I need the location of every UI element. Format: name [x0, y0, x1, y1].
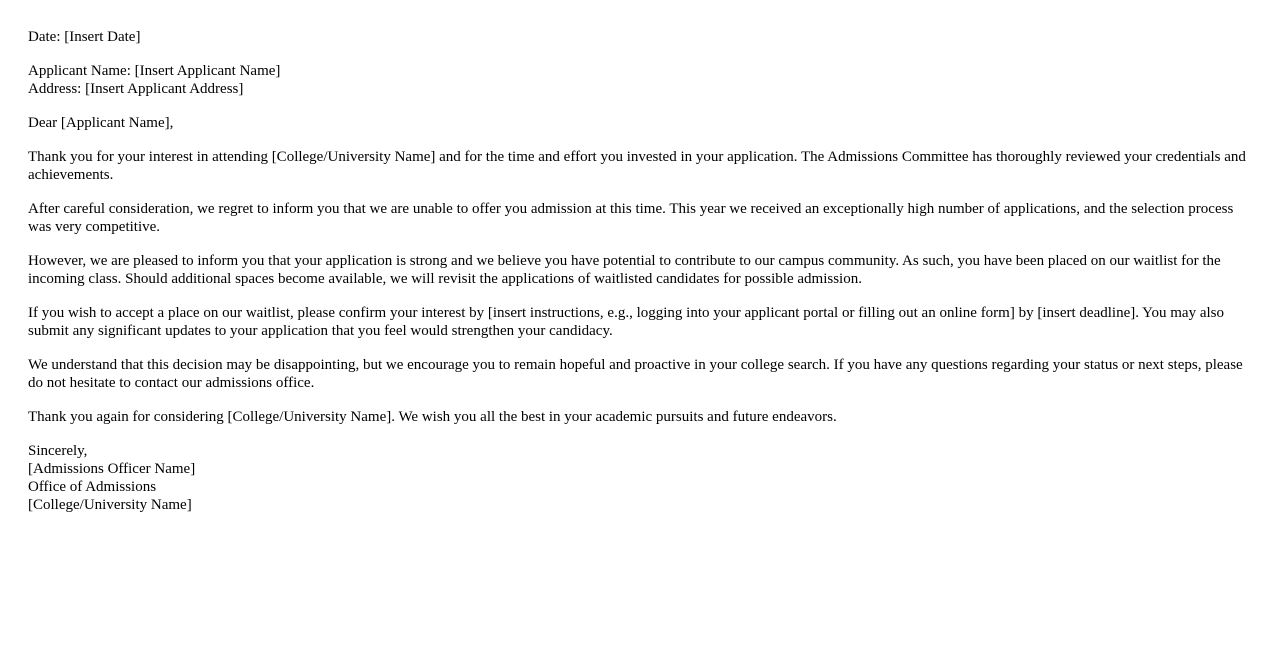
paragraph-thank-you: Thank you for your interest in attending [College/University Name] and for the time and effort you invested in your application. The Admissions Committee has thoroughly reviewed your credentials and achievements.: [28, 149, 1246, 183]
date-block: [28, 28, 1250, 46]
date-line: Date: [Insert Date]: [28, 29, 141, 45]
institution-name: [College/University Name]: [28, 497, 192, 513]
signature-block: [28, 442, 1250, 514]
paragraph-decision: After careful consideration, we regret to inform you that we are unable to offer you admission at this time. This year we received an exceptionally high number of applications, and the selection process was very competitive.: [28, 201, 1234, 235]
salutation-block: [28, 114, 1250, 132]
applicant-block: [28, 62, 1250, 98]
applicant-address-line: Address: [Insert Applicant Address]: [28, 81, 244, 97]
letter: [28, 28, 1250, 530]
paragraph-waitlist: However, we are pleased to inform you that your application is strong and we believe you have potential to contribute to our campus community. As such, you have been placed on our waitlist for the incoming class. Should additional spaces become available, we will revisit the applications of waitlisted candidates for possible admission.: [28, 253, 1221, 287]
valediction: Sincerely,: [28, 443, 88, 459]
office-name: Office of Admissions: [28, 479, 157, 495]
salutation: Dear [Applicant Name],: [28, 115, 174, 131]
applicant-name-line: Applicant Name: [Insert Applicant Name]: [28, 63, 281, 79]
paragraph-encouragement: We understand that this decision may be disappointing, but we encourage you to remain hopeful and proactive in your college search. If you have any questions regarding your status or next steps, please do not hesitate to contact our admissions office.: [28, 357, 1243, 391]
paragraph-instructions: If you wish to accept a place on our waitlist, please confirm your interest by [insert instructions, e.g., logging into your applicant portal or filling out an online form] by [insert deadline]. You may also submit any significant updates to your application that you feel would strengthen your candidacy.: [28, 305, 1224, 339]
paragraph-closing-thanks: Thank you again for considering [College/University Name]. We wish you all the best in your academic pursuits and future endeavors.: [28, 409, 837, 425]
officer-name: [Admissions Officer Name]: [28, 461, 196, 477]
